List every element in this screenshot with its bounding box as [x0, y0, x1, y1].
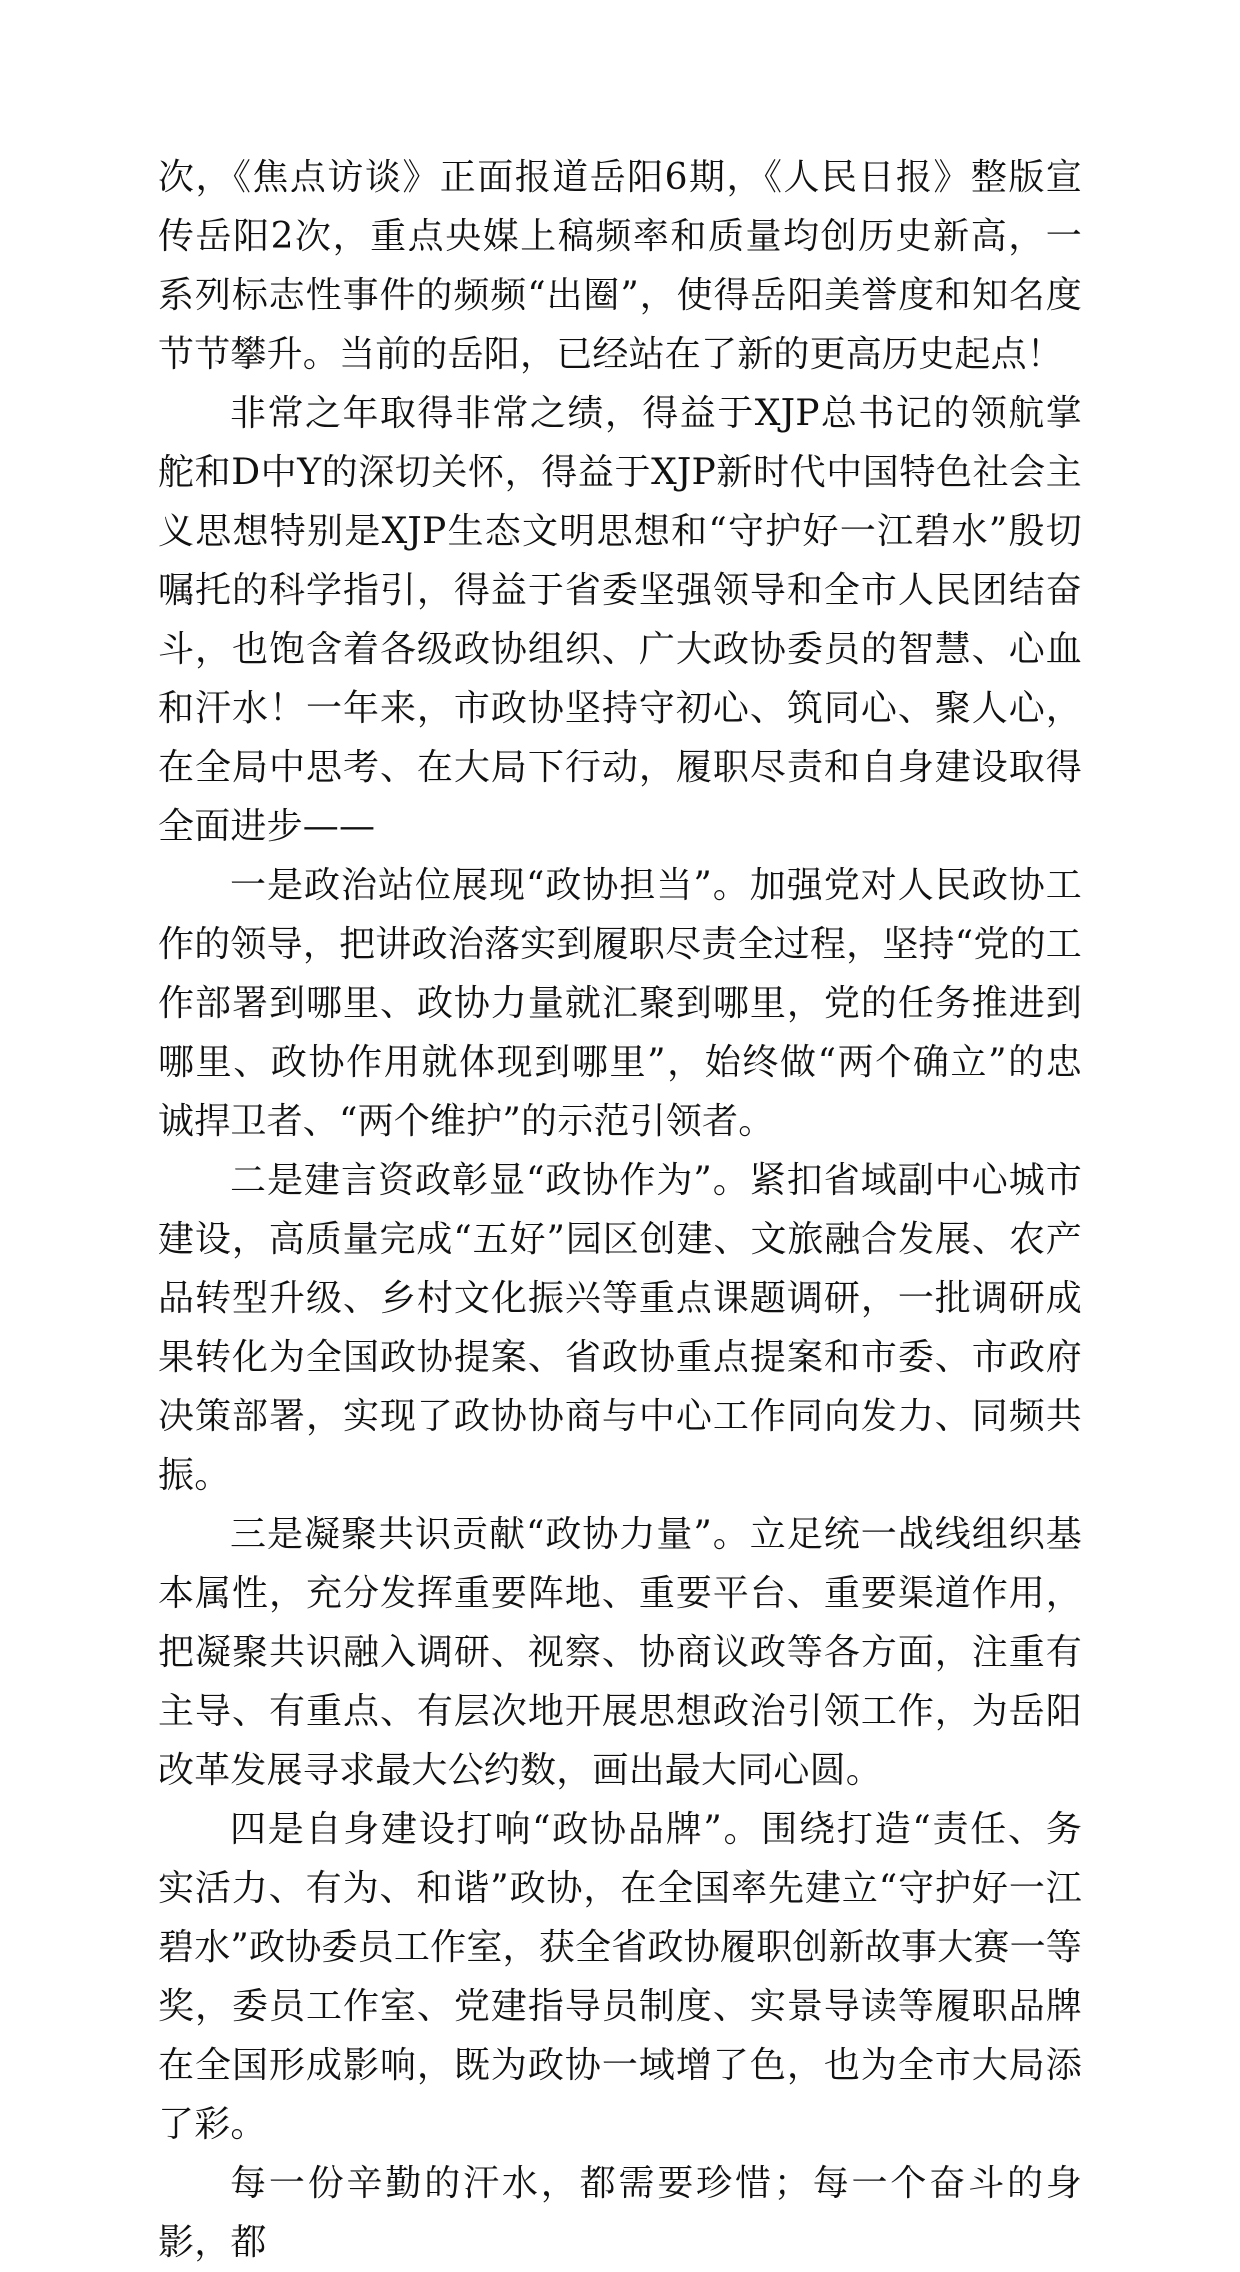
paragraph-point-four: 四是自身建设打响“政协品牌”。围绕打造“责任、务实活力、有为、和谐”政协，在全国率先建立“守护好一江碧水”政协委员工作室，获全省政协履职创新故事大赛一等奖，委员工作室、党建指导员制度、实景导读等履职品牌在全国形成影响，既为政协一域增了色，也为全市大局添了彩。 [158, 1809, 1082, 2145]
paragraph-closing-start: 每一份辛勤的汗水，都需要珍惜；每一个奋斗的身影，都 [158, 2163, 1082, 2263]
paragraph-continued: 次，《焦点访谈》正面报道岳阳6期，《人民日报》整版宣传岳阳2次，重点央媒上稿频率和质量均创历史新高，一系列标志性事件的频频“出圈”，使得岳阳美誉度和知名度节节攀升。当前的岳阳，已经站在了新的更高历史起点！ [158, 157, 1082, 375]
document-page [158, 148, 1082, 2272]
paragraph-point-one: 一是政治站位展现“政协担当”。加强党对人民政协工作的领导，把讲政治落实到履职尽责全过程，坚持“党的工作部署到哪里、政协力量就汇聚到哪里，党的任务推进到哪里、政协作用就体现到哪里”，始终做“两个确立”的忠诚捍卫者、“两个维护”的示范引领者。 [158, 865, 1082, 1142]
paragraph-point-two: 二是建言资政彰显“政协作为”。紧扣省域副中心城市建设，高质量完成“五好”园区创建、文旅融合发展、农产品转型升级、乡村文化振兴等重点课题调研，一批调研成果转化为全国政协提案、省政协重点提案和市委、市政府决策部署，实现了政协协商与中心工作同向发力、同频共振。 [158, 1160, 1082, 1496]
paragraph-achievements-intro: 非常之年取得非常之绩，得益于XJP总书记的领航掌舵和D中Y的深切关怀，得益于XJP新时代中国特色社会主义思想特别是XJP生态文明思想和“守护好一江碧水”殷切嘱托的科学指引，得益于省委坚强领导和全市人民团结奋斗，也饱含着各级政协组织、广大政协委员的智慧、心血和汗水！一年来，市政协坚持守初心、筑同心、聚人心，在全局中思考、在大局下行动，履职尽责和自身建设取得全面进步—— [158, 393, 1082, 847]
paragraph-point-three: 三是凝聚共识贡献“政协力量”。立足统一战线组织基本属性，充分发挥重要阵地、重要平台、重要渠道作用，把凝聚共识融入调研、视察、协商议政等各方面，注重有主导、有重点、有层次地开展思想政治引领工作，为岳阳改革发展寻求最大公约数，画出最大同心圆。 [158, 1514, 1082, 1791]
